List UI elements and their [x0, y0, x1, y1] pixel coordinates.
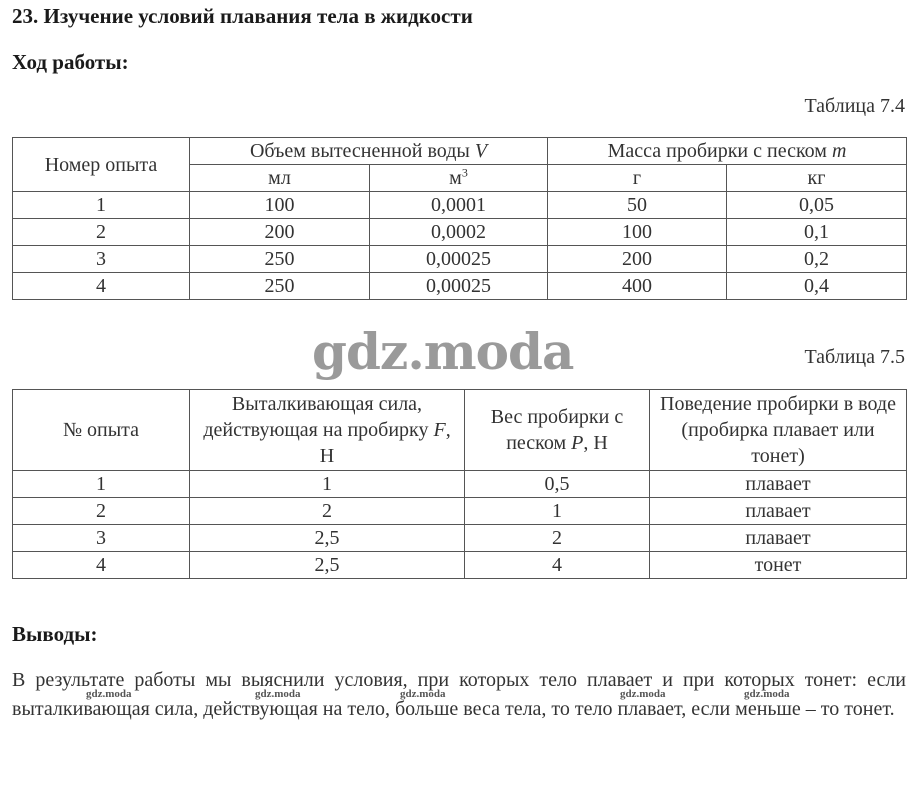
cell-n: 3: [13, 246, 190, 273]
watermark-small: gdz.moda: [400, 688, 446, 700]
table-row: [13, 525, 907, 552]
cell-ml: 100: [190, 192, 370, 219]
page-title: 23. Изучение условий плавания тела в жидкости: [12, 4, 473, 28]
table-row: [13, 471, 907, 498]
header-experiment: Номер опыта: [13, 138, 190, 192]
cell-behavior: плавает: [650, 498, 907, 525]
cell-weight: 1: [465, 498, 650, 525]
watermark-small: gdz.moda: [744, 688, 790, 700]
cell-ml: 250: [190, 273, 370, 300]
cell-force: 2,5: [190, 525, 465, 552]
cell-n: 2: [13, 219, 190, 246]
cell-force: 2,5: [190, 552, 465, 579]
section-heading-conclusions: Выводы:: [12, 622, 98, 646]
table-header-row: [13, 138, 907, 165]
unit-kg: кг: [727, 165, 907, 192]
table-row: [13, 273, 907, 300]
cell-m3: 0,00025: [370, 273, 548, 300]
cell-force: 2: [190, 498, 465, 525]
unit-m-base: м: [449, 167, 462, 189]
header-force-symbol: F: [433, 419, 446, 441]
cell-weight: 0,5: [465, 471, 650, 498]
cell-kg: 0,4: [727, 273, 907, 300]
cell-m3: 0,0001: [370, 192, 548, 219]
watermark-small: gdz.moda: [620, 688, 666, 700]
cell-kg: 0,05: [727, 192, 907, 219]
table-header-row: [13, 390, 907, 471]
table-caption-7-4: Таблица 7.4: [804, 95, 905, 117]
table-row: [13, 498, 907, 525]
cell-g: 200: [548, 246, 727, 273]
watermark-logo: gdz.moda: [312, 322, 574, 381]
watermark-small: gdz.moda: [86, 688, 132, 700]
cell-g: 100: [548, 219, 727, 246]
cell-weight: 4: [465, 552, 650, 579]
header-weight-unit: , Н: [583, 432, 608, 454]
cell-behavior: плавает: [650, 525, 907, 552]
header-weight-text: Вес пробирки с песком: [490, 406, 624, 454]
header-behavior: Поведение пробирки в воде (пробирка плавает или тонет): [650, 390, 907, 471]
cell-n: 4: [13, 273, 190, 300]
cell-g: 400: [548, 273, 727, 300]
cell-n: 3: [13, 525, 190, 552]
cell-ml: 200: [190, 219, 370, 246]
table-row: [13, 246, 907, 273]
header-volume: [190, 138, 548, 165]
cell-behavior: плавает: [650, 471, 907, 498]
header-force-text: Выталкивающая сила, действующая на пробирку: [203, 393, 429, 441]
header-weight-symbol: P: [571, 432, 584, 454]
cell-kg: 0,1: [727, 219, 907, 246]
cell-g: 50: [548, 192, 727, 219]
header-force: [190, 390, 465, 471]
unit-m3: [370, 165, 548, 192]
unit-m-exponent: 3: [461, 165, 468, 180]
header-mass: [548, 138, 907, 165]
header-volume-text: Объем вытесненной воды: [249, 140, 470, 162]
cell-ml: 250: [190, 246, 370, 273]
cell-n: 2: [13, 498, 190, 525]
cell-n: 1: [13, 471, 190, 498]
cell-behavior: тонет: [650, 552, 907, 579]
unit-g: г: [548, 165, 727, 192]
header-experiment: № опыта: [13, 390, 190, 471]
table-row: [13, 552, 907, 579]
table-7-5: [12, 389, 907, 579]
header-weight: [465, 390, 650, 471]
unit-ml: мл: [190, 165, 370, 192]
table-row: [13, 192, 907, 219]
cell-n: 1: [13, 192, 190, 219]
conclusions-paragraph: В результате работы мы выяснили условия, при которых тело плавает и при которых тонет: если выталкивающая сила, действующая на тело, больше веса тела, то тело плавает, если меньше – то тонет.: [12, 669, 906, 720]
section-heading-procedure: Ход работы:: [12, 50, 129, 74]
cell-m3: 0,0002: [370, 219, 548, 246]
cell-m3: 0,00025: [370, 246, 548, 273]
header-volume-symbol: V: [474, 140, 488, 162]
header-mass-text: Масса пробирки с песком: [607, 140, 827, 162]
watermark-small: gdz.moda: [255, 688, 301, 700]
cell-n: 4: [13, 552, 190, 579]
header-mass-symbol: m: [831, 140, 847, 162]
header-force-unit: , Н: [319, 419, 451, 467]
cell-force: 1: [190, 471, 465, 498]
table-caption-7-5: Таблица 7.5: [804, 346, 905, 368]
table-7-4: [12, 137, 907, 300]
table-row: [13, 219, 907, 246]
cell-kg: 0,2: [727, 246, 907, 273]
cell-weight: 2: [465, 525, 650, 552]
